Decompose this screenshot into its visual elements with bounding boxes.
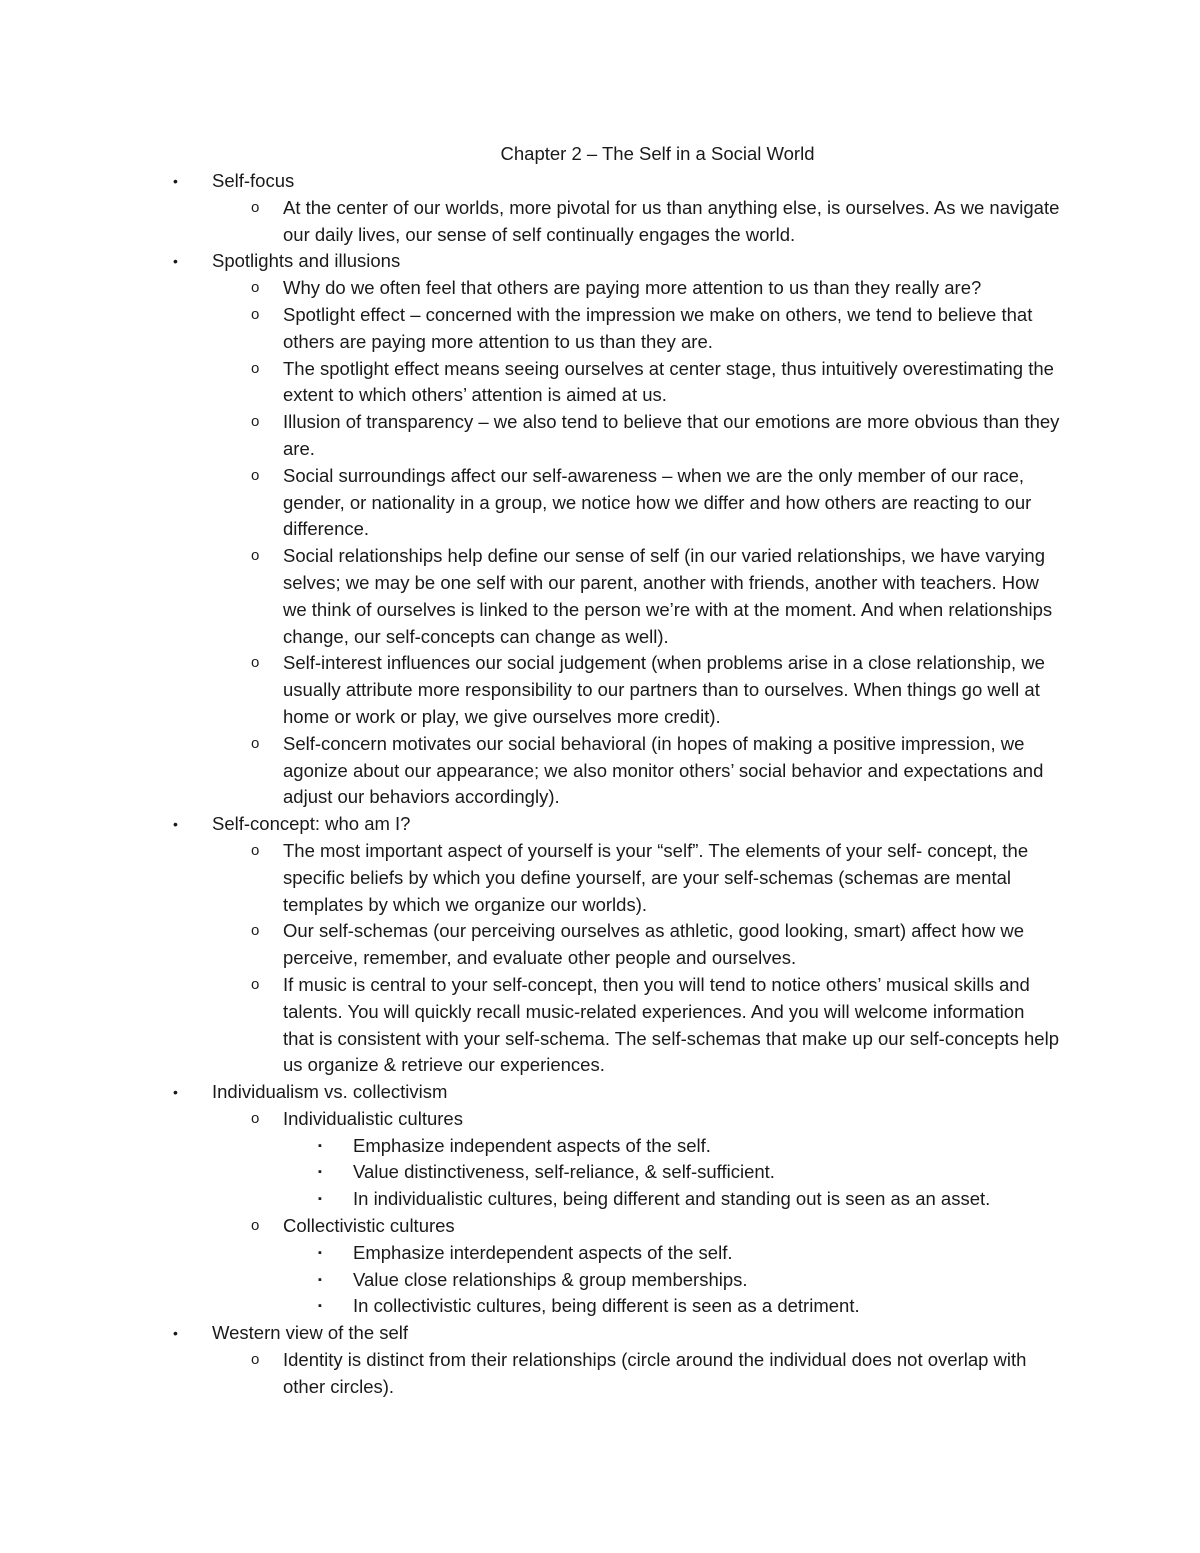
outline-point: The most important aspect of yourself is your “self”. The elements of your self- concept, the specific beliefs by which you define yourself, are your self-schemas (schemas are mental templates by which we organize our worlds).	[283, 839, 1029, 915]
list-item	[170, 195, 1060, 249]
outline-point: Identity is distinct from their relationships (circle around the individual does not overlap with other circles).	[283, 1349, 1027, 1397]
circle-marker: o	[251, 1109, 260, 1127]
outline-point: If music is central to your self-concept, then you will tend to notice others’ musical skills and talents. You will quickly recall music-related experiences. And you will welcome information that is consistent with your self-schema. The self-schemas that make up our self-concepts help us organize & retrieve our experiences.	[283, 973, 1059, 1076]
group-label: Collectivistic cultures	[283, 1215, 455, 1237]
circle-marker: o	[251, 279, 260, 297]
circle-marker: o	[251, 841, 260, 859]
outline-point: Why do we often feel that others are paying more attention to us than they really are?	[283, 277, 982, 299]
list-item	[170, 543, 1060, 650]
list-item	[170, 1240, 1060, 1267]
sub-point: Emphasize independent aspects of the self.	[353, 1134, 711, 1156]
list-item	[170, 1320, 1060, 1347]
circle-marker: o	[251, 413, 260, 431]
list-item	[170, 1133, 1060, 1160]
list-item	[170, 1213, 1060, 1240]
list-item	[170, 248, 1060, 275]
section-heading: Western view of the self	[212, 1322, 409, 1344]
circle-marker: o	[251, 975, 260, 993]
outline-point: At the center of our worlds, more pivotal for us than anything else, is ourselves. As we navigate our daily lives, our sense of self continually engages the world.	[283, 196, 1060, 245]
outline-point: Self-concern motivates our social behavioral (in hopes of making a positive impression, we agonize about our appearance; we also monitor others’ social behavior and expectations and adjust our behaviors accordingly).	[283, 732, 1044, 808]
circle-marker: o	[251, 654, 260, 672]
square-marker: ▪	[318, 1193, 322, 1206]
bullet-marker: •	[173, 1325, 178, 1342]
bullet-marker: •	[173, 1084, 178, 1101]
list-item	[170, 1079, 1060, 1106]
outline-point: Spotlight effect – concerned with the impression we make on others, we tend to believe that others are paying more attention to us than they are.	[283, 303, 1033, 352]
list-item	[170, 168, 1060, 195]
square-marker: ▪	[318, 1273, 322, 1286]
list-item	[170, 1106, 1060, 1133]
circle-marker: o	[251, 305, 260, 323]
sub-point: In collectivistic cultures, being different is seen as a detriment.	[353, 1295, 860, 1317]
square-marker: ▪	[318, 1166, 322, 1179]
outline	[170, 168, 1060, 1401]
list-item	[170, 356, 1060, 410]
circle-marker: o	[251, 547, 260, 565]
outline-point: Social relationships help define our sense of self (in our varied relationships, we have varying selves; we may be one self with our parent, another with friends, another with teachers. How we think of ourselves is linked to the person we’re with at the moment. And when relationships change, our self-concepts can change as well).	[283, 545, 1053, 647]
bullet-marker: •	[173, 173, 178, 189]
sub-point: Value close relationships & group memberships.	[353, 1268, 748, 1290]
outline-point: Our self-schemas (our perceiving ourselves as athletic, good looking, smart) affect how we perceive, remember, and evaluate other people and ourselves.	[283, 920, 1025, 969]
outline-point: Illusion of transparency – we also tend to believe that our emotions are more obvious than they are.	[283, 411, 1060, 459]
list-item	[170, 463, 1060, 543]
sub-point: Emphasize interdependent aspects of the self.	[353, 1241, 733, 1263]
list-item	[170, 1186, 1060, 1213]
list-item	[170, 275, 1060, 302]
circle-marker: o	[251, 198, 260, 216]
circle-marker: o	[251, 1351, 260, 1369]
list-item	[170, 1267, 1060, 1294]
list-item	[170, 302, 1060, 356]
page-title: Chapter 2 – The Self in a Social World	[500, 143, 815, 164]
section-heading: Spotlights and illusions	[212, 250, 401, 272]
list-item	[170, 1347, 1060, 1401]
section-heading: Self-concept: who am I?	[212, 813, 411, 835]
section-heading: Self-focus	[212, 170, 295, 191]
square-marker: ▪	[318, 1139, 322, 1152]
outline-point: Self-interest influences our social judgement (when problems arise in a close relationship, we usually attribute more responsibility to our partners than to ourselves. When things go well at home or work or play, we give ourselves more credit).	[283, 652, 1045, 727]
outline-list	[170, 168, 1060, 1401]
bullet-marker: •	[173, 816, 178, 833]
list-item	[170, 918, 1060, 972]
list-item	[170, 650, 1060, 730]
list-item	[170, 1159, 1060, 1186]
section-heading: Individualism vs. collectivism	[212, 1081, 448, 1103]
group-label: Individualistic cultures	[283, 1107, 463, 1129]
list-item	[170, 972, 1060, 1079]
sub-point: Value distinctiveness, self-reliance, & self-sufficient.	[353, 1161, 775, 1183]
outline-point: Social surroundings affect our self-awareness – when we are the only member of our race, gender, or nationality in a group, we notice how we differ and how others are reacting to our difference.	[283, 464, 1032, 540]
bullet-marker: •	[173, 253, 178, 270]
list-item	[170, 838, 1060, 918]
circle-marker: o	[251, 1217, 260, 1235]
circle-marker: o	[251, 466, 260, 484]
outline-point: The spotlight effect means seeing ourselves at center stage, thus intuitively overestimating the extent to which others’ attention is aimed at us.	[283, 357, 1054, 406]
list-item	[170, 1293, 1060, 1320]
list-item	[170, 811, 1060, 838]
list-item	[170, 409, 1060, 463]
square-marker: ▪	[318, 1246, 322, 1259]
list-item	[170, 731, 1060, 811]
circle-marker: o	[251, 734, 260, 752]
circle-marker: o	[251, 922, 260, 940]
sub-point: In individualistic cultures, being different and standing out is seen as an asset.	[353, 1188, 991, 1210]
square-marker: ▪	[318, 1300, 322, 1313]
circle-marker: o	[251, 359, 260, 377]
